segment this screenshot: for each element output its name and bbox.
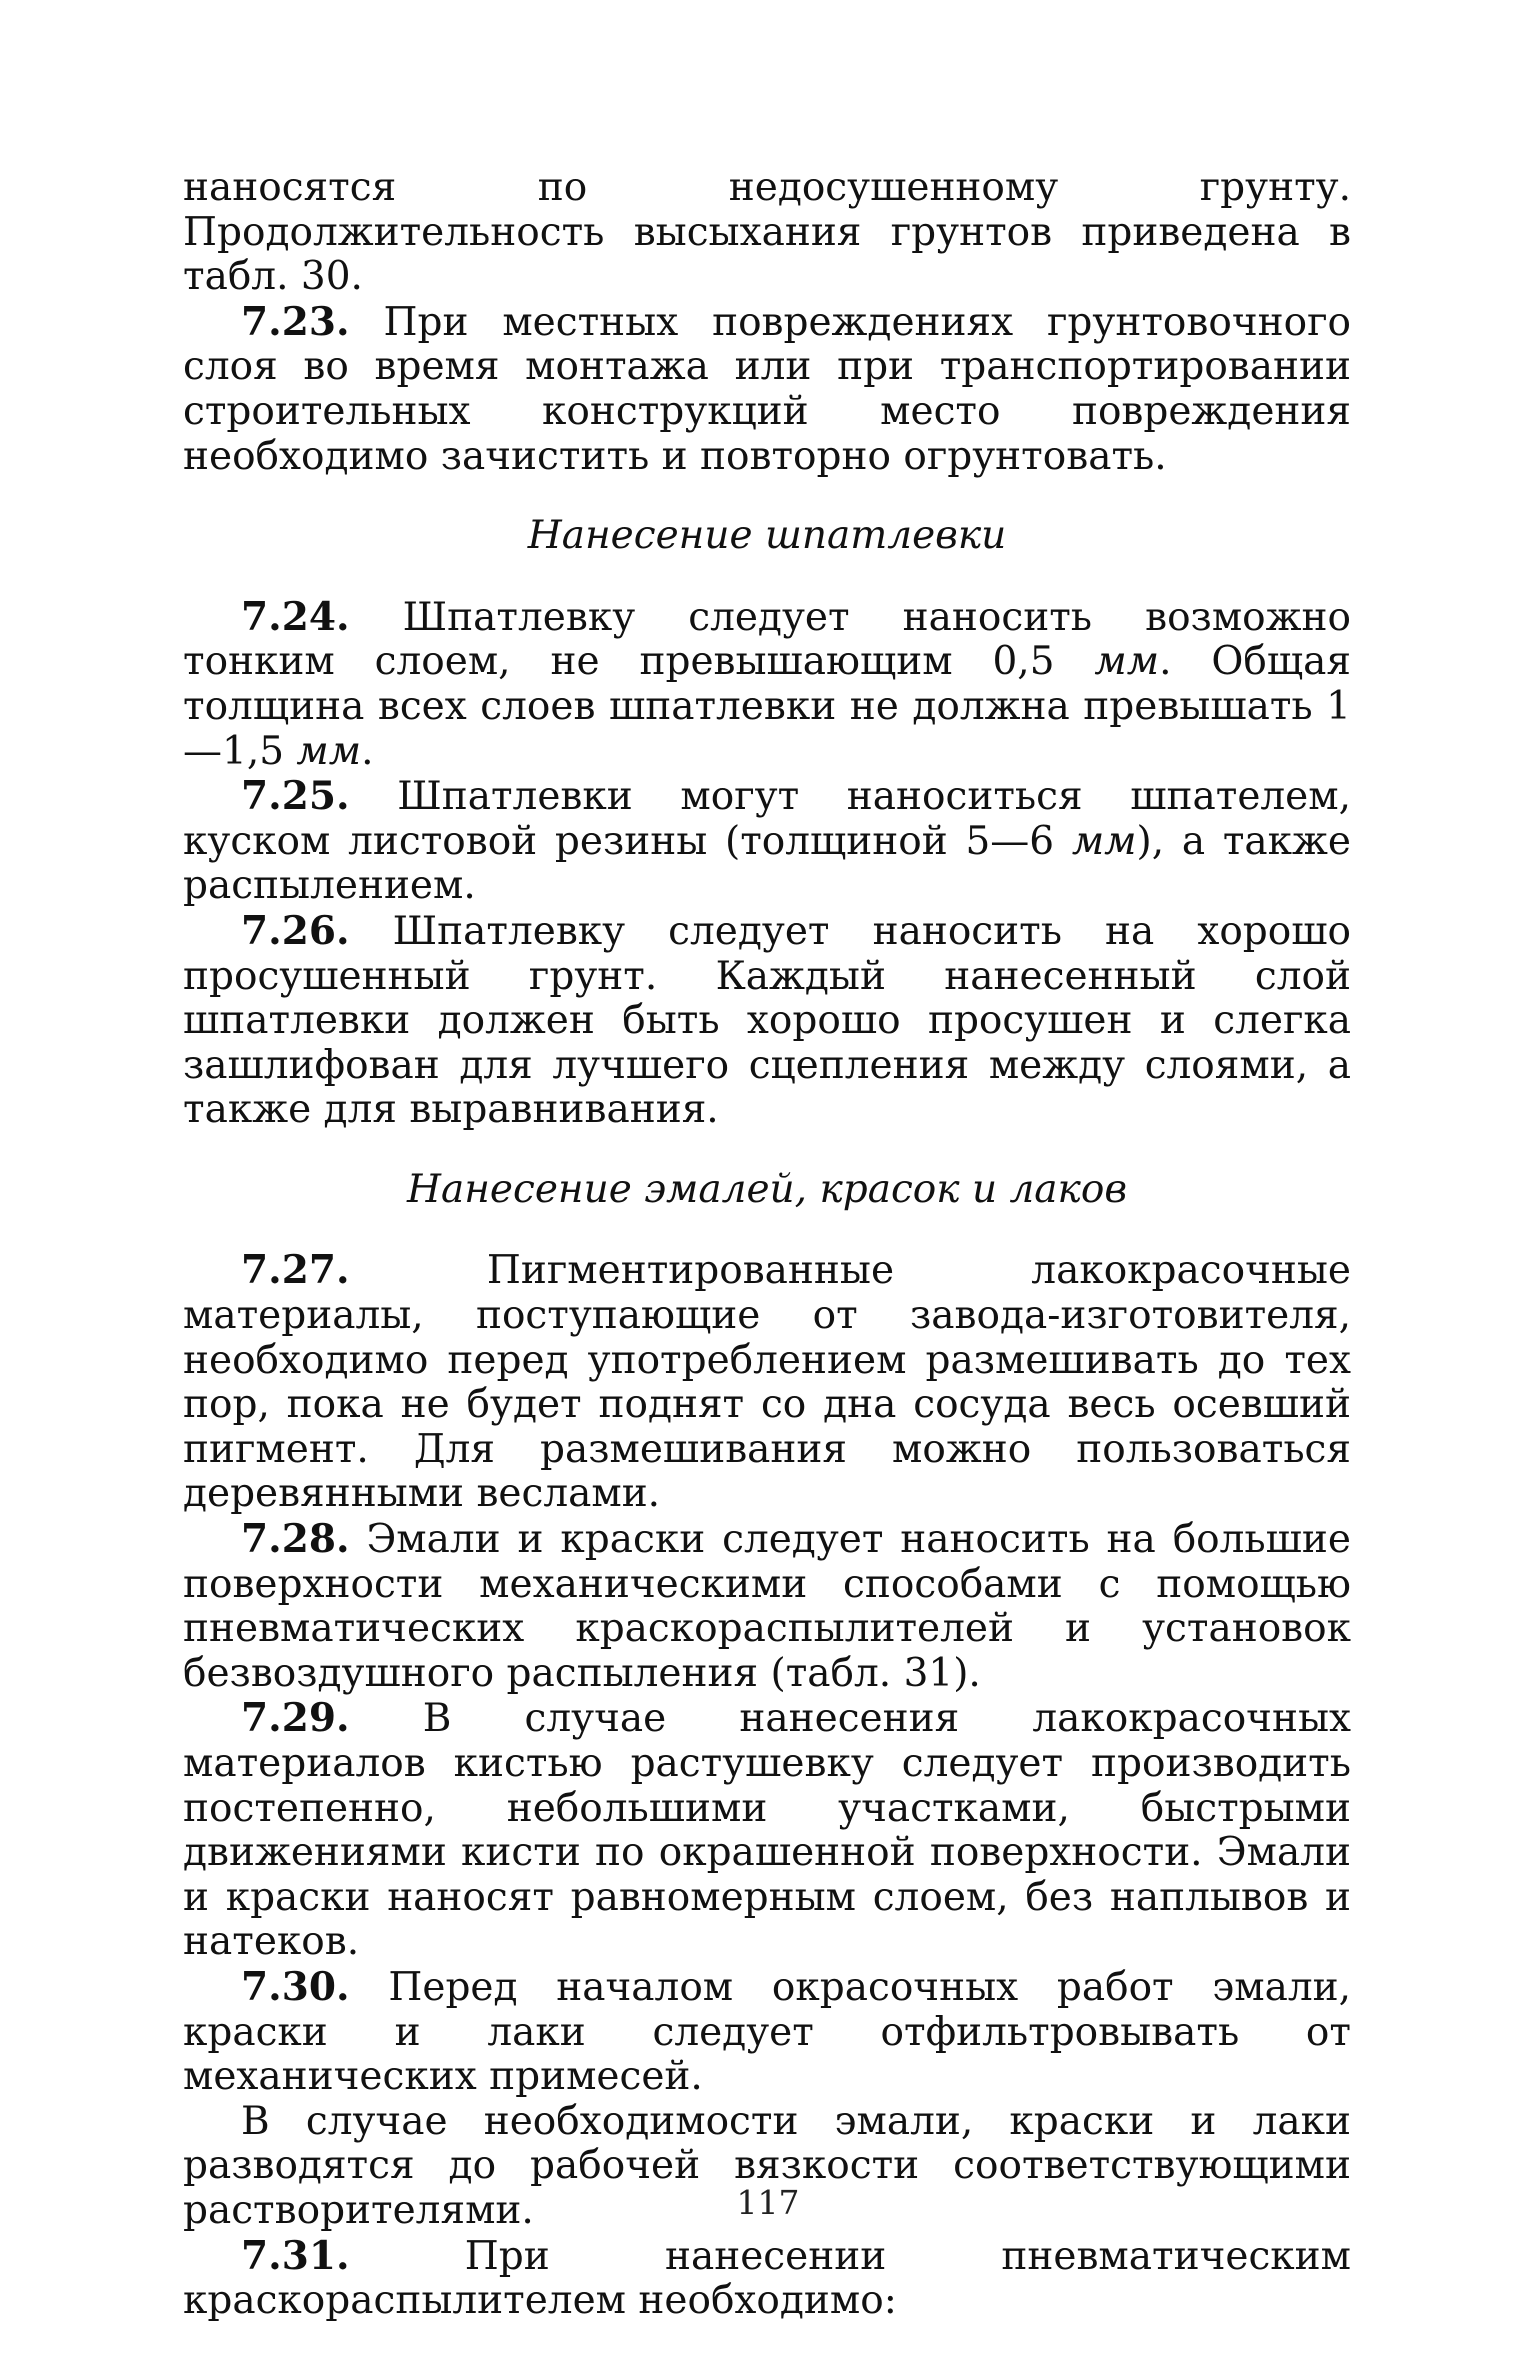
paragraph-7-26 [183, 909, 1351, 1133]
paragraph-text: При местных повреждениях грунтовочного слоя во время монтажа или при транспортировании строительных конструкций место повреждения необходимо зачистить и повторно огрунтовать. [183, 299, 1351, 479]
paragraph-text: . [361, 728, 374, 774]
clause-number: 7.29. [241, 1695, 350, 1742]
paragraph-7-27 [183, 1248, 1351, 1517]
clause-number: 7.23. [241, 298, 350, 345]
paragraph-text: В случае необходимости эмали, краски и лаки разводятся до рабочей вязкости соответствующими растворителями. [183, 2098, 1351, 2233]
paragraph-continued [183, 166, 1351, 300]
body-text [183, 166, 1351, 2324]
section-heading-putty: Нанесение шпатлевки [527, 513, 1007, 559]
paragraph-7-28 [183, 1517, 1351, 1696]
paragraph-7-29 [183, 1696, 1351, 1965]
paragraph-7-25 [183, 774, 1351, 909]
clause-number: 7.24. [241, 593, 350, 640]
paragraph-7-23 [183, 300, 1351, 479]
paragraph-7-31 [183, 2234, 1351, 2324]
paragraph-text: . Общая толщина всех слоев шпатлевки не должна превышать 1—1,5 [183, 639, 1351, 774]
paragraph-text: ), а также распылением. [183, 818, 1351, 909]
paragraph-text: Шпатлевку следует наносить на хорошо просушенный грунт. Каждый нанесенный слой шпатлевки должен быть хорошо просушен и слегка зашлифован для лучшего сцепления между слоями, а также для выравнивания. [183, 908, 1351, 1133]
paragraph-text: При нанесении пневматическим краскораспылителем необходимо: [183, 2233, 1351, 2324]
section-heading-enamels: Нанесение эмалей, красок и лаков [406, 1166, 1128, 1212]
clause-number: 7.25. [241, 773, 350, 820]
clause-number: 7.31. [241, 2232, 350, 2279]
paragraph-text: Перед началом окрасочных работ эмали, краски и лаки следует отфильтровывать от механических примесей. [183, 1964, 1351, 2100]
unit-mm: мм [296, 728, 362, 774]
clause-number: 7.26. [241, 907, 350, 954]
paragraph-7-24 [183, 595, 1351, 774]
paragraph-text: Шпатлевки могут наноситься шпателем, куском листовой резины (толщиной 5—6 [183, 774, 1351, 864]
paragraph-text: наносятся по недосушенному грунту. Продолжительность высыхания грунтов приведена в табл. 30. [183, 165, 1351, 300]
clause-number: 7.30. [241, 1963, 350, 2010]
paragraph-text: Эмали и краски следует наносить на большие поверхности механическими способами с помощью пневматических краскораспылителей и установок безвоздушного распыления (табл. 31). [183, 1517, 1351, 1696]
unit-mm: мм [1094, 639, 1160, 685]
clause-number: 7.28. [241, 1516, 350, 1563]
paragraph-text: Пигментированные лакокрасочные материалы, поступающие от завода-изготовителя, необходимо перед употреблением размешивать до тех пор, пока не будет поднят со дна сосуда весь осевший пигмент. Для размешивания можно пользоваться деревянными веслами. [183, 1248, 1351, 1517]
page-number: 117 [736, 2183, 800, 2222]
paragraph-text: В случае нанесения лакокрасочных материалов кистью растушевку следует производить постепенно, небольшими участками, быстрыми движениями кисти по окрашенной поверхности. Эмали и краски наносят равномерным слоем, без наплывов и натеков. [183, 1696, 1351, 1965]
unit-mm: мм [1071, 818, 1137, 864]
paragraph-7-30 [183, 1965, 1351, 2100]
clause-number: 7.27. [241, 1247, 350, 1294]
paragraph-text: Шпатлевку следует наносить возможно тонким слоем, не превышающим 0,5 [183, 594, 1351, 685]
